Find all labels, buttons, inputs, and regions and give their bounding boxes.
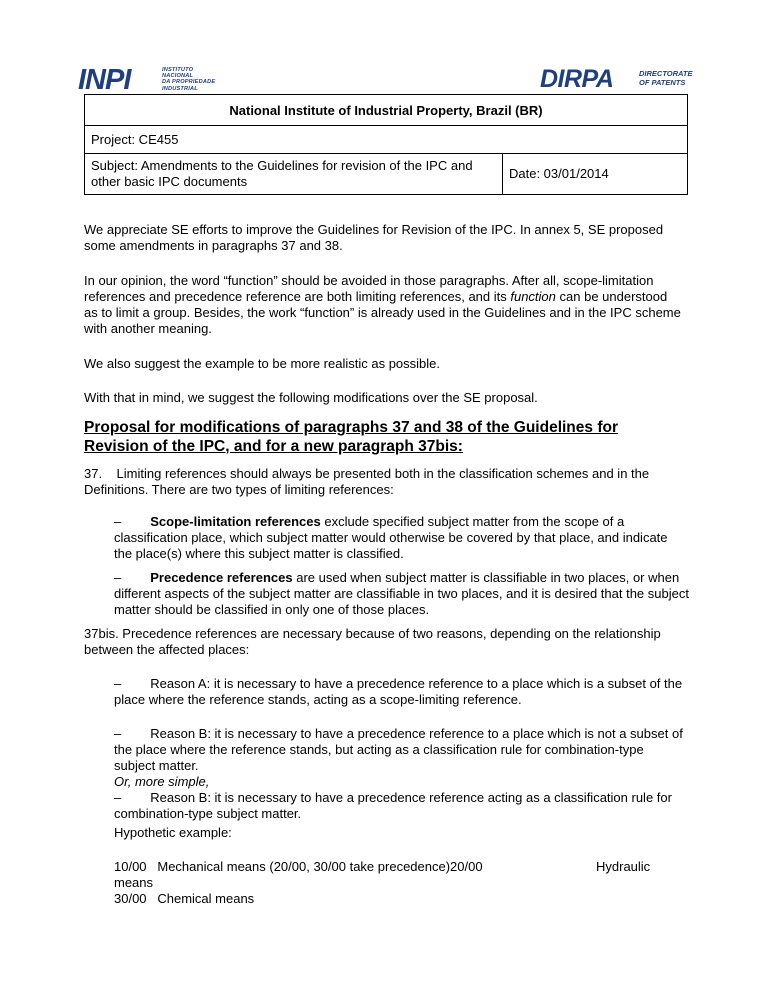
proposal-heading: Proposal for modifications of paragraphs 37 and 38 of the Guidelines for Revision of the IPC, and for a new paragraph 37bis: — [84, 419, 618, 455]
or-simple-text: Or, more simple, — [114, 774, 210, 789]
example-hydraulic: Hydraulic — [596, 859, 651, 874]
scope-limitation-term: Scope-limitation references — [150, 514, 321, 529]
dash-bullet: – — [114, 514, 122, 529]
paragraph-modifications: With that in mind, we suggest the following modifications over the SE proposal. — [84, 390, 538, 405]
institution-name: National Institute of Industrial Property, Brazil (BR) — [85, 95, 688, 126]
dirpa-sub-line: OF PATENTS — [639, 77, 686, 87]
inpi-logo-mark: INPI — [78, 64, 131, 96]
inpi-logo-subtitle — [162, 67, 215, 92]
scope-limitation-text: exclude specified subject matter from the scope of a classification place, which subject matter would otherwise be covered by that place, and indicate the place(s) where this subject matter is classified. — [114, 514, 668, 561]
paragraph-intro: We appreciate SE efforts to improve the Guidelines for Revision of the IPC. In annex 5, SE proposed some amendments in paragraphs 37 and 38. — [84, 222, 664, 253]
precedence-text: are used when subject matter is classifiable in two places, or when different aspects of the subject matter are classifiable in two places, and it is desired that the subject matter should be classified in only one of those places. — [114, 570, 689, 617]
inpi-sub-line: DA PROPRIEDADE — [162, 79, 216, 86]
project-code: Project: CE455 — [85, 126, 688, 154]
reason-a-item — [114, 676, 684, 708]
hypothetical-label: Hypothetic example: — [114, 825, 232, 840]
header-table — [84, 94, 688, 195]
paragraph-37bis: 37bis. Precedence references are necessary because of two reasons, depending on the relationship between the affected places: — [84, 626, 661, 657]
example-line-2: means — [114, 875, 154, 890]
reason-b-item — [114, 726, 684, 774]
dirpa-logo — [540, 66, 700, 94]
paragraph-37-text: Limiting references should always be presented both in the classification schemes and in the Definitions. There are two types of limiting references: — [84, 466, 650, 497]
precedence-item — [114, 570, 689, 618]
dash-bullet: – — [114, 726, 122, 741]
reason-b-simple-text: Reason B: it is necessary to have a precedence reference acting as a classification rule for combination-type subject matter. — [114, 790, 672, 821]
reason-a-text: Reason A: it is necessary to have a precedence reference to a place which is a subset of the place where the reference stands, acting as a scope-limiting reference. — [114, 676, 683, 707]
inpi-sub-line: INSTITUTO — [162, 67, 194, 73]
dirpa-sub-line: DIRECTORATE — [639, 69, 693, 78]
dash-bullet: – — [114, 676, 122, 691]
dirpa-logo-subtitle — [639, 70, 692, 87]
dash-bullet: – — [114, 570, 122, 585]
dirpa-logo-mark: DIRPA — [540, 65, 614, 93]
subject-line: Subject: Amendments to the Guidelines for revision of the IPC and other basic IPC documents — [85, 154, 503, 195]
paragraph-opinion — [84, 273, 684, 337]
paragraph-example-note: We also suggest the example to be more realistic as possible. — [84, 356, 440, 371]
date-field: Date: 03/01/2014 — [503, 154, 688, 195]
scope-limitation-item — [114, 514, 689, 562]
reason-b-text: Reason B: it is necessary to have a precedence reference to a place which is not a subset of the place where the reference stands, but acting as a classification rule for combination-type subject matter. — [114, 726, 683, 773]
paragraph-number: 37. — [84, 466, 103, 481]
example-line-1: 10/00 Mechanical means (20/00, 30/00 take precedence)20/00 — [114, 859, 483, 874]
dash-bullet: – — [114, 790, 122, 805]
opinion-italic-word: function — [510, 289, 556, 304]
inpi-logo — [78, 66, 238, 94]
reason-b-simple-item — [114, 790, 684, 822]
precedence-term: Precedence references — [150, 570, 293, 585]
example-line-3: 30/00 Chemical means — [114, 891, 255, 906]
or-simple-note — [114, 774, 684, 790]
paragraph-37 — [84, 466, 684, 498]
inpi-sub-line: INDUSTRIAL — [162, 85, 198, 92]
opinion-text-cont: can be understood as to limit a group. Besides, the work “function” is already used in the Guidelines and in the IPC scheme with another meaning. — [84, 289, 681, 336]
inpi-sub-line: NACIONAL — [162, 73, 194, 80]
opinion-text: In our opinion, the word “function” should be avoided in those paragraphs. After all, scope-limitation references and precedence reference are both limiting references, and its — [84, 273, 654, 304]
